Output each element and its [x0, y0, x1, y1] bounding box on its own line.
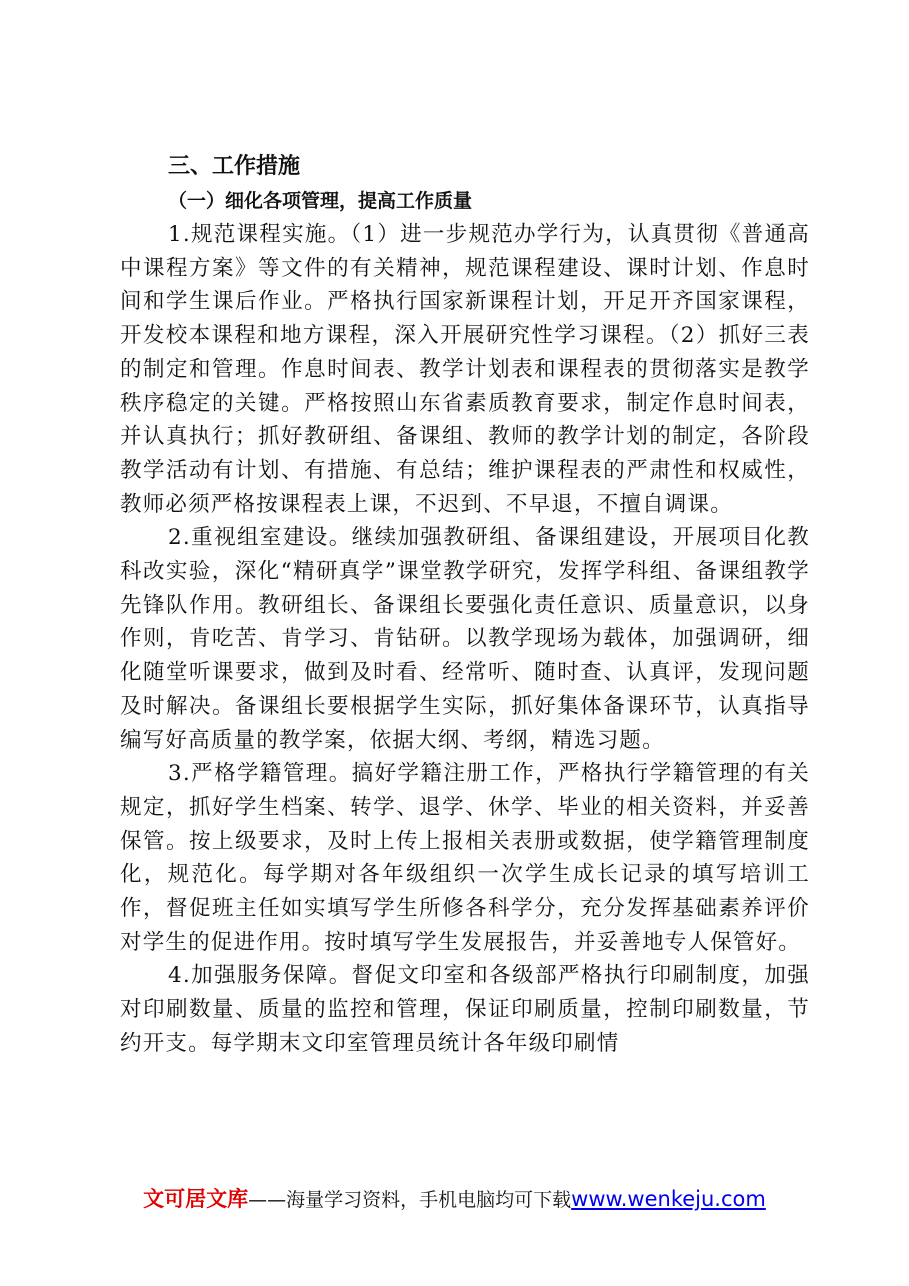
paragraph-2: 2.重视组室建设。继续加强教研组、备课组建设，开展项目化教科改实验，深化“精研真学”课堂教学研究，发挥学科组、备课组教学先锋队作用。教研组长、备课组长要强化责任意识、质量意识，以身作则，肯吃苦、肯学习、肯钻研。以教学现场为载体，加强调研，细化随堂听课要求，做到及时看、经常听、随时查、认真评，发现问题及时解决。备课组长要根据学生实际，抓好集体备课环节，认真指导编写好高质量的教学案，依据大纲、考纲，精选习题。: [120, 525, 810, 753]
paragraph-3: 3.严格学籍管理。搞好学籍注册工作，严格执行学籍管理的有关规定，抓好学生档案、转学、退学、休学、毕业的相关资料，并妥善保管。按上级要求，及时上传上报相关表册或数据，使学籍管理制度化，规范化。每学期对各年级组织一次学生成长记录的填写培训工作，督促班主任如实填写学生所修各科学分，充分发挥基础素养评价对学生的促进作用。按时填写学生发展报告，并妥善地专人保管好。: [120, 761, 810, 955]
section-title: 三、工作措施: [168, 154, 301, 179]
paragraph-1: 1.规范课程实施。（1）进一步规范办学行为，认真贯彻《普通高中课程方案》等文件的有关精神，规范课程建设、课时计划、作息时间和学生课后作业。严格执行国家新课程计划，开足开齐国家课程，开发校本课程和地方课程，深入开展研究性学习课程。（2）抓好三表的制定和管理。作息时间表、教学计划表和课程表的贯彻落实是教学秩序稳定的关键。严格按照山东省素质教育要求，制定作息时间表，并认真执行；抓好教研组、备课组、教师的教学计划的制定，各阶段教学活动有计划、有措施、有总结；维护课程表的严肃性和权威性，教师必须严格按课程表上课，不迟到、不早退，不擅自调课。: [120, 222, 810, 517]
footer-website-link[interactable]: www.wenkeju.com: [571, 1187, 766, 1211]
document-body: [120, 150, 810, 1061]
footer-brand: 文可居文库: [143, 1187, 249, 1211]
subsection-title: （一）细化各项管理，提高工作质量: [168, 190, 473, 212]
paragraph-4: 4.加强服务保障。督促文印室和各级部严格执行印刷制度，加强对印刷数量、质量的监控和管理，保证印刷质量，控制印刷数量，节约开支。每学期末文印室管理员统计各年级印刷情: [120, 963, 810, 1056]
footer-tagline: ——海量学习资料，手机电脑均可下载: [248, 1189, 572, 1211]
footer-banner: [0, 1183, 909, 1213]
